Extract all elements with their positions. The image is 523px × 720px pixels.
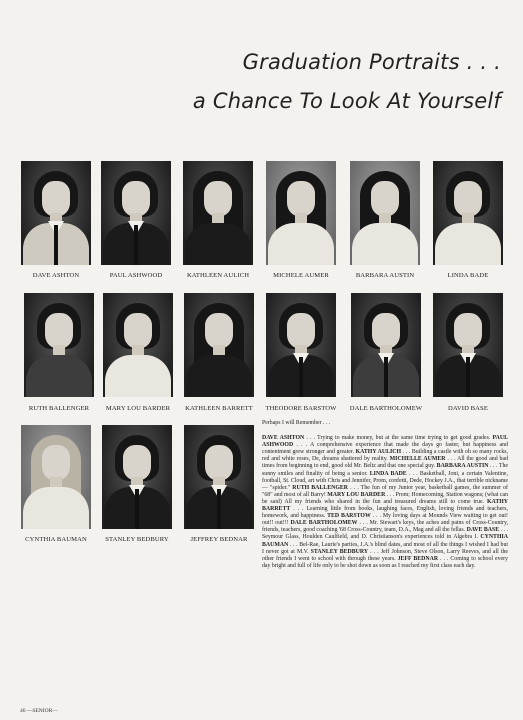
student-name: CYNTHIA BAUMAN — [25, 536, 87, 543]
page-footer: 46 —SENIOR— — [20, 708, 58, 714]
page-title-line-2: a Chance To Look At Yourself — [192, 89, 501, 113]
memory-name: PAUL ASHWOOD — [262, 435, 508, 449]
student-name: KATHLEEN BARRETT — [185, 405, 253, 412]
portrait-photo — [433, 293, 503, 397]
student-name: DAVID BASE — [448, 405, 488, 412]
memory-text: . . . Mr. Stewart's keys, the aches and pains of Cross-Country, friends, teachers, good coaching '68 Cross-Country, team, D.A., Mag and all the fellas. — [262, 520, 508, 534]
portrait-photo — [102, 425, 172, 529]
memory-text: . . . The fun of my Junior year, basketball games, the summer of "68" and most of all Barry! — [262, 484, 508, 498]
student-name: BARBARA AUSTIN — [355, 272, 415, 279]
student-name: JEFFREY BEDNAR — [190, 536, 248, 543]
portrait-photo — [350, 161, 420, 265]
memory-name: DALE BARTHOLOMEW — [290, 520, 358, 527]
portrait-photo — [24, 293, 94, 397]
memory-name: DAVE ASHTON — [262, 435, 305, 442]
memory-name: MARY LOU BARDER — [327, 491, 386, 498]
memory-name: DAVE BASE — [466, 527, 500, 534]
portrait-photo — [21, 161, 91, 265]
portrait-photo — [351, 293, 421, 397]
portrait-photo — [184, 425, 254, 529]
portrait-photo — [183, 161, 253, 265]
portrait-photo — [266, 161, 336, 265]
memories-text-block — [262, 420, 508, 570]
memory-name: KATHY BARRETT — [262, 498, 508, 513]
memory-text: . . . Bel-Rae, Laurie's parties, J.A.'s blind dates, and most of all the things I wished I had but I never got at M.V. — [262, 541, 508, 555]
student-name: THEODORE BARSTOW — [265, 405, 337, 412]
portrait-photo — [184, 293, 254, 397]
memory-name: JEFF BEDNAR — [397, 555, 439, 562]
memory-text: . . . Jeff Johnson, Steve Olson, Larry Reeves, and all the other friends I went to school with through these years. — [262, 548, 509, 562]
memory-name: STANLEY BEDBURY — [310, 548, 369, 555]
portrait-photo — [266, 293, 336, 397]
student-name: LINDA BADE — [447, 272, 489, 279]
memory-text: . . . Coming to school every day bright and full of life only to be shot down as soon as I reached my first class each day. — [262, 555, 508, 569]
memory-text: . . . Learning little from books, laughing faces, English, loving friends and teachers, homework, and happiness. — [262, 506, 508, 520]
memory-text: . . . Building a castle with oh so many rocks, red and white roses, De, dreams shattered by reality. — [262, 449, 508, 463]
memories-intro: Perhaps I will Remember . . . — [262, 420, 331, 426]
memory-name: KATHY AULICH — [355, 449, 402, 456]
page-title-line-1: Graduation Portraits . . . — [242, 50, 501, 74]
student-name: MARY LOU BARDER — [105, 405, 171, 412]
memory-text: . . . All the good and bad times from beginning to end, good old Mr. Beltz and that one special guy. — [262, 456, 508, 470]
student-name: KATHLEEN AULICH — [186, 272, 250, 279]
portrait-photo — [103, 293, 173, 397]
memory-text: . . . Trying to make money, but at the same time trying to get good grades. — [304, 435, 493, 442]
student-name: DALE BARTHOLOMEW — [349, 405, 423, 412]
student-name: PAUL ASHWOOD — [109, 272, 163, 279]
portrait-photo — [433, 161, 503, 265]
student-name: RUTH BALLENGER — [28, 405, 90, 412]
memory-name: RUTH BALLENGER — [292, 484, 348, 491]
portrait-photo — [21, 425, 91, 529]
memory-text: . . . My loving days at Mounds View waiting to get out! out!! out!!! — [262, 513, 508, 527]
memory-name: MICHELLE AUMER — [389, 456, 446, 463]
student-name: STANLEY BEDBURY — [105, 536, 169, 543]
portrait-photo — [101, 161, 171, 265]
memory-text: . . . Basketball, Joni, a certain Valentine, football, St. Cloud, art with Chris and Jennifer, Prom, confetti, Dede, Hockey J.A., that terrible nickname — "spider." — [262, 470, 508, 491]
memories-paragraph — [262, 435, 508, 570]
memory-text: . . . The sunny smiles and finality of being a senior. — [262, 463, 508, 477]
student-name: DAVE ASHTON — [32, 272, 80, 279]
memory-text: . . . Seymour Glass, Houlden Caulfield, and D. Christianson's experiences told in Algebra I. — [262, 527, 509, 541]
memory-name: TED BARSTOW — [327, 513, 371, 520]
memory-name: BARBARA AUSTIN — [436, 463, 489, 470]
memory-name: LINDA BADE — [369, 470, 407, 477]
memory-text: . . . A comprehensive experience that made the days go faster, but happiness and contentment grew stronger and greater. — [262, 442, 508, 456]
memory-name: CYNTHIA BAUMAN — [262, 534, 508, 548]
student-name: MICHELE AUMER — [273, 272, 329, 279]
memory-text: . . . Prom; Homecoming, Station wagons; (what can be said) All my friends who shared in the fun and treasured dreams still to come true. — [262, 491, 509, 505]
